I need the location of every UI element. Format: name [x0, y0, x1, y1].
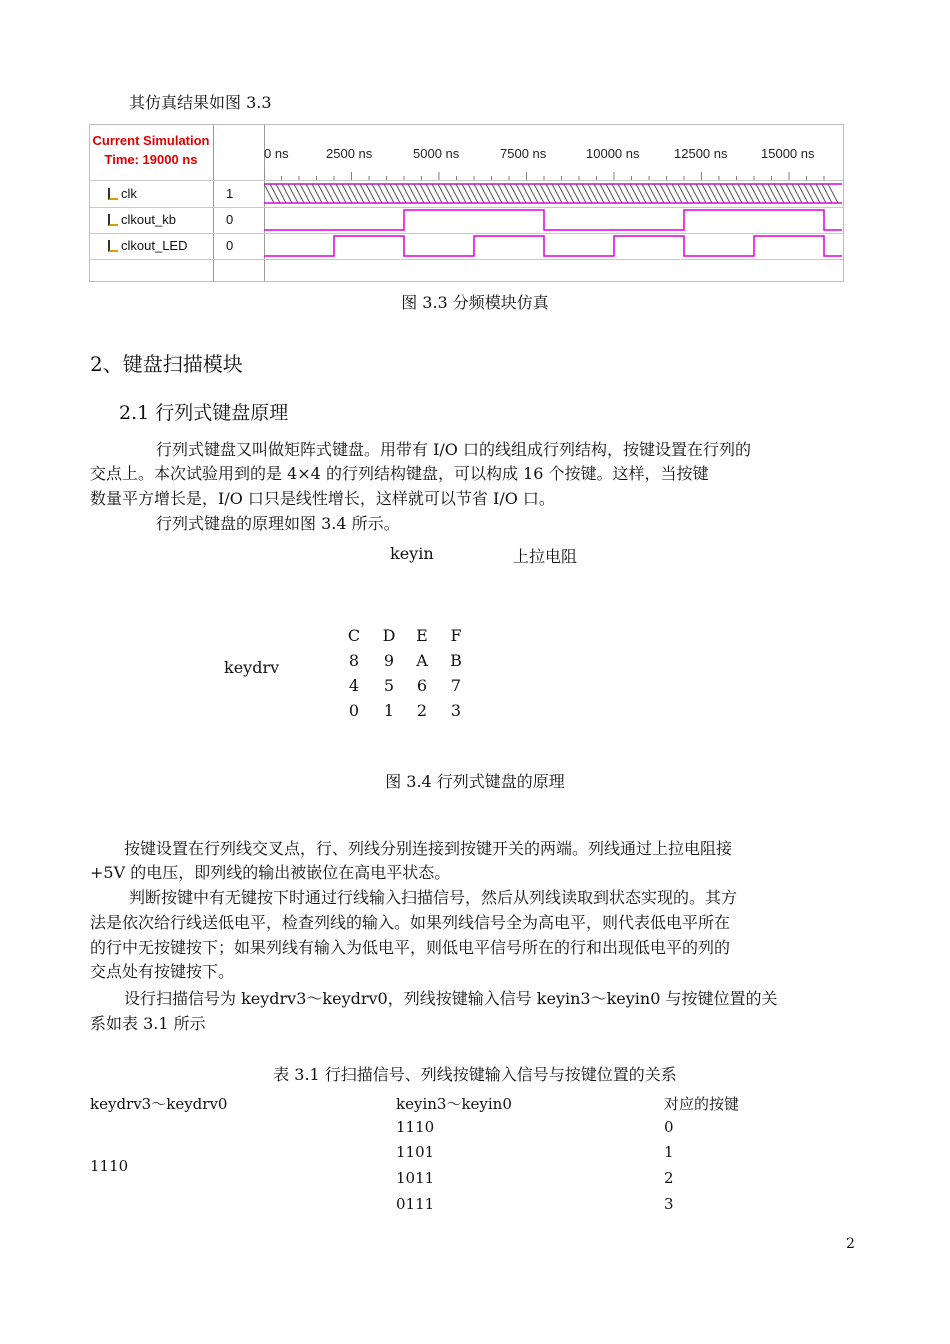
intro-text: 其仿真结果如图 3.3	[129, 93, 272, 112]
paragraph-line: 系如表 3.1 所示	[90, 1014, 206, 1033]
signal-value: 1	[226, 186, 234, 201]
key-label: E	[416, 626, 428, 645]
table-header: keydrv3～keydrv0	[90, 1095, 228, 1113]
simulation-time-label	[90, 131, 212, 169]
key-label: 0	[348, 701, 360, 720]
paragraph-line: 按键设置在行列线交叉点，行、列线分别连接到按键开关的两端。列线通过上拉电阻接	[124, 839, 733, 858]
table-caption: 表 3.1 行扫描信号、列线按键输入信号与按键位置的关系	[273, 1065, 677, 1084]
paragraph-line: 设行扫描信号为 keydrv3～keydrv0，列线按键输入信号 keyin3～keyin0 与按键位置的关	[124, 989, 778, 1008]
signal-clkout-kb[interactable]	[108, 212, 176, 227]
key-label: 5	[383, 676, 395, 695]
page-number: 2	[846, 1236, 855, 1252]
keydrv-label: keydrv	[224, 658, 280, 677]
table-cell: 2	[664, 1169, 674, 1187]
key-label: 8	[348, 651, 360, 670]
key-label: F	[450, 626, 462, 645]
tick-label: 2500 ns	[326, 146, 373, 161]
tick-label: 15000 ns	[761, 146, 815, 161]
tick-label: 12500 ns	[674, 146, 728, 161]
table-cell: 0	[664, 1118, 674, 1136]
table-cell: 1110	[396, 1118, 435, 1136]
signal-icon	[108, 214, 118, 226]
waveform-traces	[264, 125, 842, 281]
key-label: 9	[383, 651, 395, 670]
keyin-label: keyin	[390, 544, 434, 563]
key-label: 2	[416, 701, 428, 720]
key-label: A	[416, 651, 428, 670]
signal-name: clkout_kb	[121, 212, 176, 227]
signal-value: 0	[226, 238, 234, 253]
key-label: B	[450, 651, 462, 670]
signal-clkout-led[interactable]	[108, 238, 187, 253]
key-label: 4	[348, 676, 360, 695]
tick-label: 10000 ns	[586, 146, 640, 161]
paragraph-line: 交点上。本次试验用到的是 4×4 的行列结构键盘，可以构成 16 个按键。这样，当按键	[90, 464, 709, 483]
tick-label: 7500 ns	[500, 146, 547, 161]
table-cell: 1011	[396, 1169, 435, 1187]
paragraph-line: 的行中无按键按下；如果列线有输入为低电平，则低电平信号所在的行和出现低电平的列的	[90, 938, 731, 957]
tick-label: 0 ns	[264, 146, 289, 161]
paragraph-line: 判断按键中有无键按下时通过行线输入扫描信号，然后从列线读取到状态实现的。其方	[129, 888, 738, 907]
table-cell: 3	[664, 1195, 674, 1213]
paragraph-line: 行列式键盘的原理如图 3.4 所示。	[156, 514, 400, 533]
sim-title-line1: Current Simulation	[92, 133, 210, 148]
paragraph-line: 法是依次给行线送低电平，检查列线的输入。如果列线信号全为高电平，则代表低电平所在	[90, 913, 731, 932]
table-header: keyin3～keyin0	[396, 1095, 512, 1113]
signal-value: 0	[226, 212, 234, 227]
signal-name: clk	[121, 186, 137, 201]
key-label: 6	[416, 676, 428, 695]
table-cell: 0111	[396, 1195, 435, 1213]
key-label: 1	[383, 701, 395, 720]
table-cell: 1110	[90, 1157, 129, 1175]
paragraph-line: 数量平方增长是，I/O 口只是线性增长，这样就可以节省 I/O 口。	[90, 489, 555, 508]
signal-clk[interactable]	[108, 186, 137, 201]
figure-caption: 图 3.4 行列式键盘的原理	[385, 772, 565, 791]
paragraph-line: +5V 的电压，即列线的输出被嵌位在高电平状态。	[90, 863, 451, 882]
table-header: 对应的按键	[664, 1095, 740, 1113]
section-heading: 2、键盘扫描模块	[90, 352, 243, 376]
signal-icon	[108, 240, 118, 252]
tick-label: 5000 ns	[413, 146, 460, 161]
pullup-resistor-label: 上拉电阻	[513, 547, 578, 566]
key-label: D	[382, 626, 396, 645]
signal-name: clkout_LED	[121, 238, 188, 253]
paragraph-line: 交点处有按键按下。	[90, 962, 235, 981]
paragraph-line: 行列式键盘又叫做矩阵式键盘。用带有 I/O 口的线组成行列结构，按键设置在行列的	[156, 440, 752, 459]
figure-caption: 图 3.3 分频模块仿真	[401, 293, 549, 312]
subsection-heading: 2.1 行列式键盘原理	[119, 402, 289, 424]
simulation-waveform	[89, 124, 844, 282]
table-cell: 1	[664, 1143, 674, 1161]
table-cell: 1101	[396, 1143, 435, 1161]
key-label: C	[347, 626, 361, 645]
key-label: 7	[450, 676, 462, 695]
sim-title-line2: Time: 19000 ns	[104, 152, 198, 167]
key-label: 3	[450, 701, 462, 720]
signal-icon	[108, 188, 118, 200]
